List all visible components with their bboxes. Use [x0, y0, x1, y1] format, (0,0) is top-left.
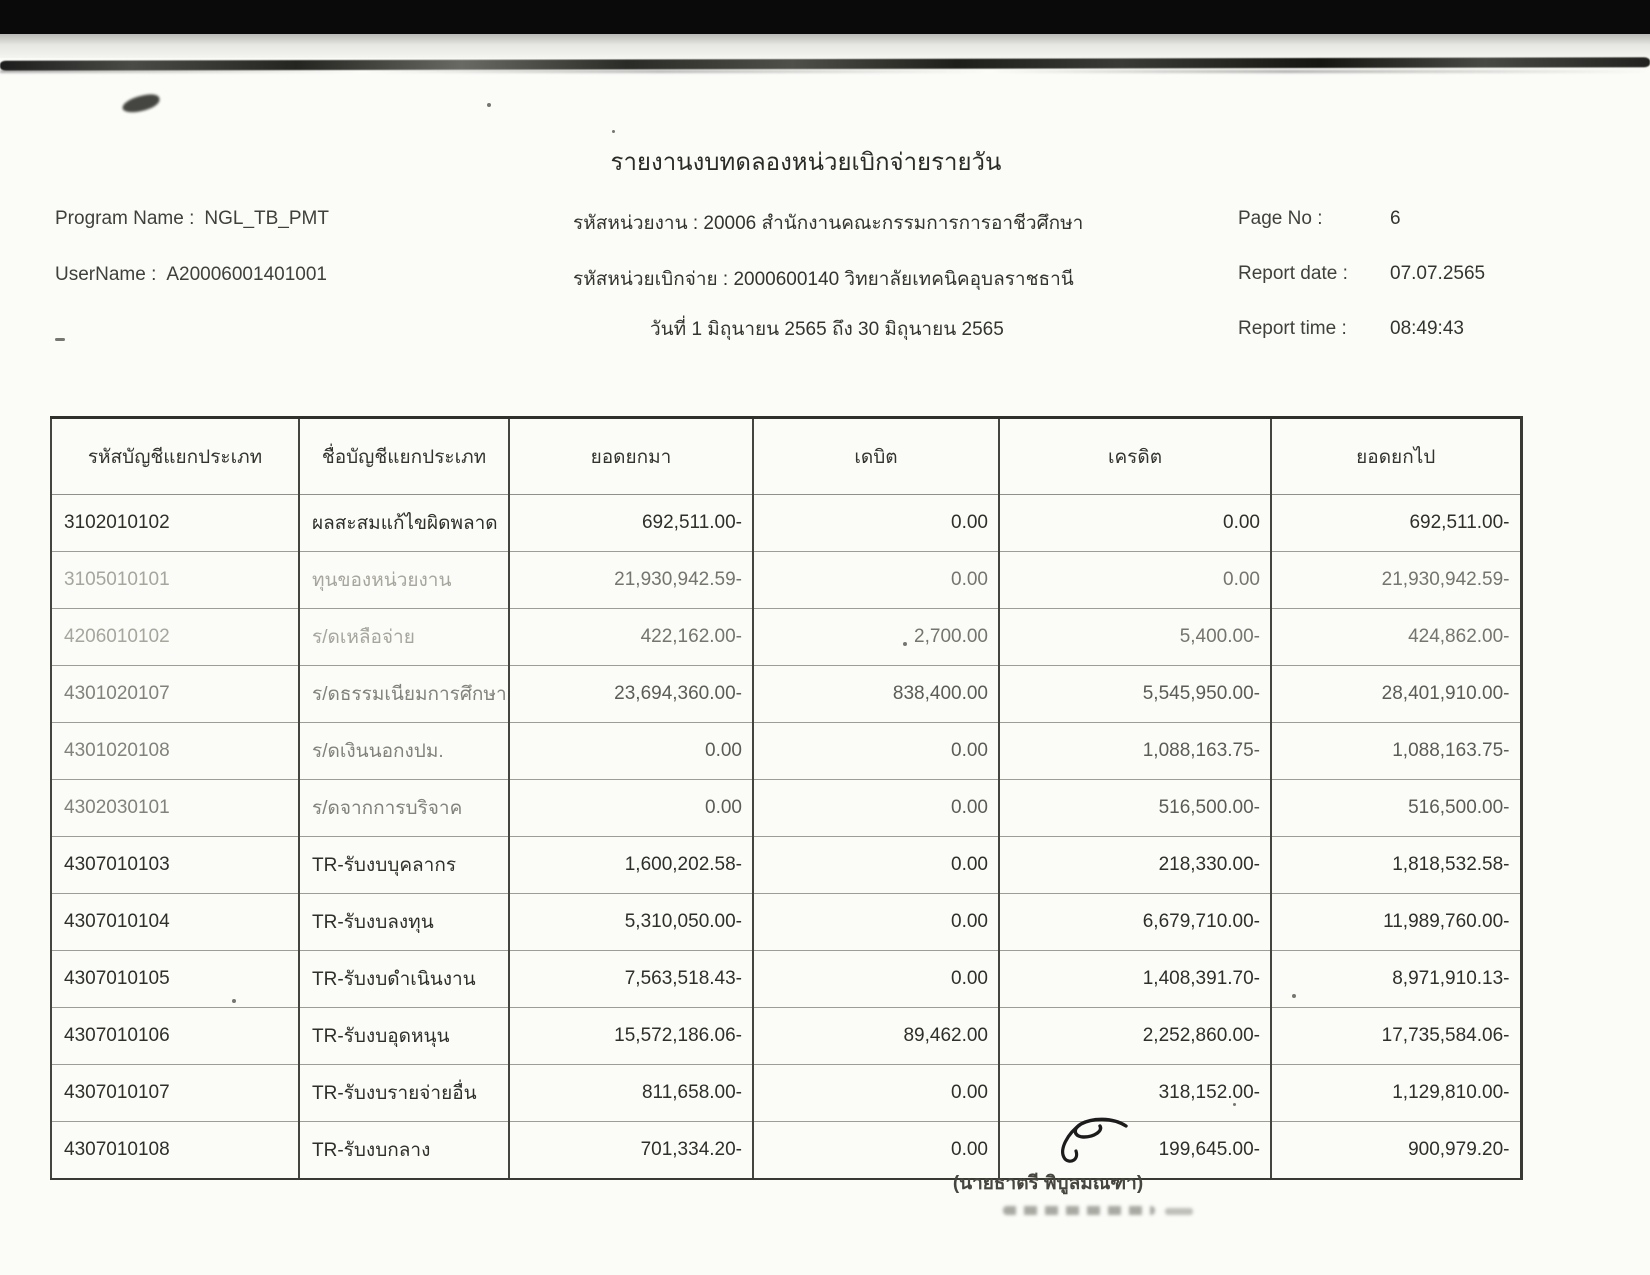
trial-balance-table [50, 416, 1523, 1180]
report-date-value: 07.07.2565 [1390, 263, 1486, 284]
account-code-cell: 4301020108 [51, 723, 299, 780]
table-row [51, 666, 1521, 723]
table-header-row [51, 418, 1521, 495]
debit-cell: 0.00 [753, 552, 999, 609]
credit-cell: 5,400.00- [999, 609, 1271, 666]
scan-speck [487, 103, 491, 107]
closing-balance-cell: 11,989,760.00- [1271, 894, 1521, 951]
report-time-value: 08:49:43 [1390, 318, 1464, 339]
account-name-cell: TR-รับงบอุดหนุน [299, 1008, 509, 1065]
debit-cell: 0.00 [753, 951, 999, 1008]
closing-balance-cell: 8,971,910.13- [1271, 951, 1521, 1008]
credit-cell: 218,330.00- [999, 837, 1271, 894]
cutoff-text-artifact-2 [1165, 1208, 1193, 1215]
credit-cell: 6,679,710.00- [999, 894, 1271, 951]
opening-balance-cell: 0.00 [509, 723, 753, 780]
username-line [55, 264, 327, 286]
credit-cell: 5,545,950.00- [999, 666, 1271, 723]
opening-balance-cell: 5,310,050.00- [509, 894, 753, 951]
debit-cell: 0.00 [753, 837, 999, 894]
program-name-line [55, 208, 329, 230]
username-label: UserName : [55, 264, 157, 285]
account-name-cell: TR-รับงบลงทุน [299, 894, 509, 951]
account-code-cell: 4307010103 [51, 837, 299, 894]
account-code-cell: 4307010108 [51, 1122, 299, 1179]
table-row [51, 894, 1521, 951]
account-code-cell: 3102010102 [51, 495, 299, 552]
debit-cell: 0.00 [753, 1122, 999, 1179]
table-row [51, 495, 1521, 552]
account-name-cell: TR-รับงบกลาง [299, 1122, 509, 1179]
opening-balance-cell: 23,694,360.00- [509, 666, 753, 723]
report-time-label: Report time : [1238, 318, 1347, 339]
debit-cell: 0.00 [753, 723, 999, 780]
debit-cell: 0.00 [753, 780, 999, 837]
page-no-value: 6 [1390, 208, 1401, 229]
scan-top-black-bar [0, 0, 1650, 34]
account-name-cell: TR-รับงบบุคลากร [299, 837, 509, 894]
opening-balance-cell: 811,658.00- [509, 1065, 753, 1122]
account-name-cell: ผลสะสมแก้ไขผิดพลาด [299, 495, 509, 552]
table-row [51, 723, 1521, 780]
debit-cell: 89,462.00 [753, 1008, 999, 1065]
debit-cell: 0.00 [753, 894, 999, 951]
report-title: รายงานงบทดลองหน่วยเบิกจ่ายรายวัน [610, 149, 1002, 176]
table-row [51, 837, 1521, 894]
table-row [51, 1008, 1521, 1065]
account-code-cell: 4302030101 [51, 780, 299, 837]
column-header-account-name: ชื่อบัญชีแยกประเภท [299, 418, 509, 495]
scan-speck [55, 338, 65, 341]
scan-streak-line [0, 57, 1650, 70]
opening-balance-cell: 1,600,202.58- [509, 837, 753, 894]
page-no-label: Page No : [1238, 208, 1323, 229]
scan-streak-line-2 [0, 70, 1650, 73]
program-name-value: NGL_TB_PMT [204, 208, 329, 229]
username-value: A20006001401001 [166, 264, 327, 285]
debit-cell: 0.00 [753, 1065, 999, 1122]
org-code-line: รหัสหน่วยงาน : 20006 สำนักงานคณะกรรมการการอาชีวศึกษา [573, 213, 1084, 234]
closing-balance-cell: 17,735,584.06- [1271, 1008, 1521, 1065]
closing-balance-cell: 21,930,942.59- [1271, 552, 1521, 609]
account-code-cell: 4307010107 [51, 1065, 299, 1122]
opening-balance-cell: 422,162.00- [509, 609, 753, 666]
opening-balance-cell: 701,334.20- [509, 1122, 753, 1179]
column-header-account-code: รหัสบัญชีแยกประเภท [51, 418, 299, 495]
column-header-closing-balance: ยอดยกไป [1271, 418, 1521, 495]
account-code-cell: 4206010102 [51, 609, 299, 666]
scan-top-fade [0, 34, 1650, 58]
credit-cell: 516,500.00- [999, 780, 1271, 837]
credit-cell: 1,088,163.75- [999, 723, 1271, 780]
table-row [51, 951, 1521, 1008]
account-name-cell: ร/ดเหลือจ่าย [299, 609, 509, 666]
closing-balance-cell: 1,088,163.75- [1271, 723, 1521, 780]
credit-cell: 318,152.00- [999, 1065, 1271, 1122]
debit-cell: 0.00 [753, 495, 999, 552]
column-header-debit: เดบิต [753, 418, 999, 495]
unit-code-line: รหัสหน่วยเบิกจ่าย : 2000600140 วิทยาลัยเทคนิคอุบลราชธานี [573, 269, 1074, 290]
debit-cell: 2,700.00 [753, 609, 999, 666]
column-header-credit: เครดิต [999, 418, 1271, 495]
table-row [51, 609, 1521, 666]
column-header-opening-balance: ยอดยกมา [509, 418, 753, 495]
account-code-cell: 4307010105 [51, 951, 299, 1008]
account-name-cell: TR-รับงบรายจ่ายอื่น [299, 1065, 509, 1122]
report-period-line: วันที่ 1 มิถุนายน 2565 ถึง 30 มิถุนายน 2565 [650, 319, 1004, 340]
account-name-cell: ร/ดจากการบริจาค [299, 780, 509, 837]
credit-cell: 0.00 [999, 495, 1271, 552]
opening-balance-cell: 7,563,518.43- [509, 951, 753, 1008]
closing-balance-cell: 1,818,532.58- [1271, 837, 1521, 894]
opening-balance-cell: 21,930,942.59- [509, 552, 753, 609]
account-name-cell: ร/ดเงินนอกงปม. [299, 723, 509, 780]
signer-name: (นายธาตรี พิบูลมณฑา) [952, 1173, 1144, 1194]
credit-cell: 199,645.00- [999, 1122, 1271, 1179]
table-body [51, 495, 1521, 1179]
closing-balance-cell: 1,129,810.00- [1271, 1065, 1521, 1122]
table-row [51, 552, 1521, 609]
scan-ink-smudge [121, 92, 161, 115]
report-date-label: Report date : [1238, 263, 1348, 284]
closing-balance-cell: 516,500.00- [1271, 780, 1521, 837]
opening-balance-cell: 15,572,186.06- [509, 1008, 753, 1065]
table-row [51, 1065, 1521, 1122]
closing-balance-cell: 424,862.00- [1271, 609, 1521, 666]
account-code-cell: 4301020107 [51, 666, 299, 723]
credit-cell: 1,408,391.70- [999, 951, 1271, 1008]
cutoff-text-artifact [1003, 1206, 1155, 1215]
account-code-cell: 4307010106 [51, 1008, 299, 1065]
account-code-cell: 3105010101 [51, 552, 299, 609]
program-name-label: Program Name : [55, 208, 195, 229]
closing-balance-cell: 900,979.20- [1271, 1122, 1521, 1179]
closing-balance-cell: 28,401,910.00- [1271, 666, 1521, 723]
account-code-cell: 4307010104 [51, 894, 299, 951]
credit-cell: 0.00 [999, 552, 1271, 609]
opening-balance-cell: 692,511.00- [509, 495, 753, 552]
opening-balance-cell: 0.00 [509, 780, 753, 837]
account-name-cell: ร/ดธรรมเนียมการศึกษา [299, 666, 509, 723]
table-row [51, 1122, 1521, 1179]
closing-balance-cell: 692,511.00- [1271, 495, 1521, 552]
debit-cell: 838,400.00 [753, 666, 999, 723]
credit-cell: 2,252,860.00- [999, 1008, 1271, 1065]
scan-speck [612, 130, 615, 133]
handwritten-signature-mark [1050, 1114, 1134, 1170]
account-name-cell: ทุนของหน่วยงาน [299, 552, 509, 609]
account-name-cell: TR-รับงบดำเนินงาน [299, 951, 509, 1008]
table-row [51, 780, 1521, 837]
